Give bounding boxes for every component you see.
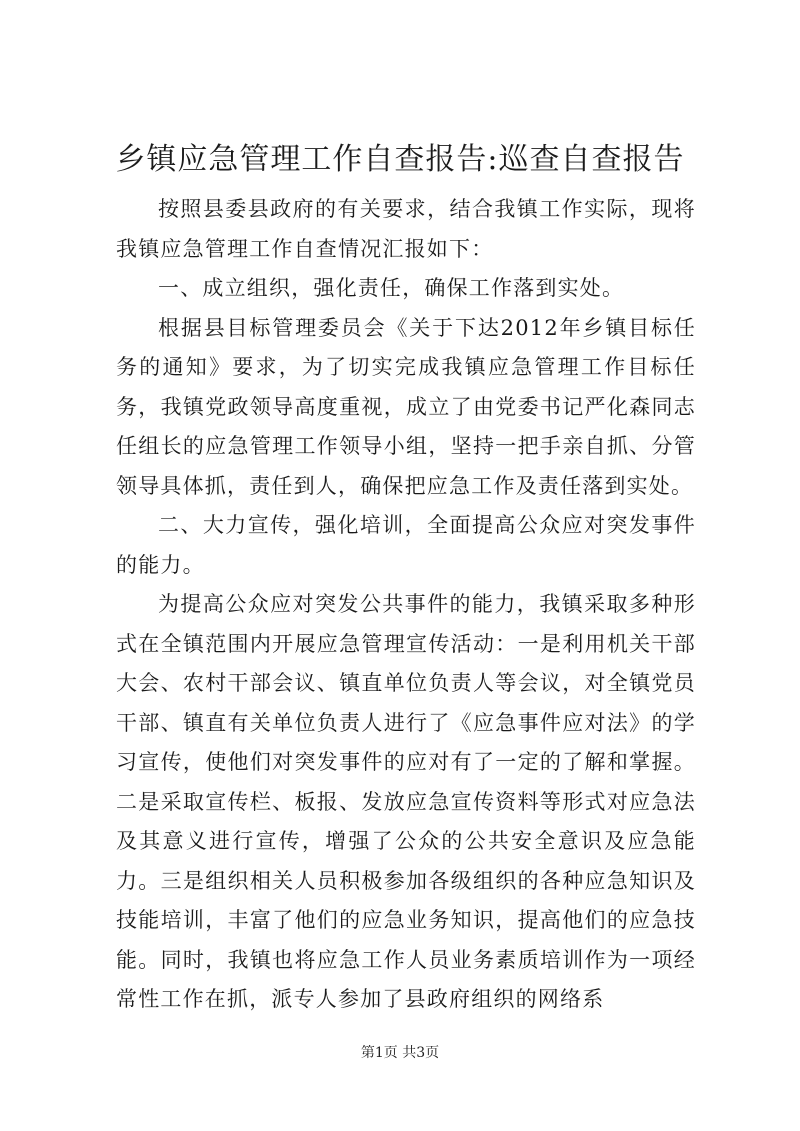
paragraph-section-1: 根据县目标管理委员会《关于下达2012年乡镇目标任务的通知》要求，为了切实完成我镇应急管理工作目标任务，我镇党政领导高度重视，成立了由党委书记严化森同志任组长的应急管理工作领导小组，坚持一把手亲自抓、分管领导具体抓，责任到人，确保把应急工作及责任落到实处。	[116, 315, 696, 498]
paragraph-section-2: 为提高公众应对突发公共事件的能力，我镇采取多种形式在全镇范围内开展应急管理宣传活动：一是利用机关干部大会、农村干部会议、镇直单位负责人等会议，对全镇党员干部、镇直有关单位负责人进行了《应急事件应对法》的学习宣传，使他们对突发事件的应对有了一定的了解和掌握。二是采取宣传栏、板报、发放应急宣传资料等形式对应急法及其意义进行宣传，增强了公众的公共安全意识及应急能力。三是组织相关人员积极参加各级组织的各种应急知识及技能培训，丰富了他们的应急业务知识，提高他们的应急技能。同时，我镇也将应急工作人员业务素质培训作为一项经常性工作在抓，派专人参加了县政府组织的网络系	[116, 592, 696, 1011]
page-footer: 第1页 共3页	[360, 1045, 440, 1061]
document-body	[116, 190, 696, 1020]
paragraph-intro: 按照县委县政府的有关要求，结合我镇工作实际，现将我镇应急管理工作自查情况汇报如下：	[116, 197, 696, 261]
section-heading-1: 一、成立组织，强化责任，确保工作落到实处。	[158, 276, 625, 300]
document-title: 乡镇应急管理工作自查报告:巡查自查报告	[115, 142, 685, 177]
section-heading-2: 二、大力宣传，强化培训，全面提高公众应对突发事件的能力。	[116, 513, 696, 577]
